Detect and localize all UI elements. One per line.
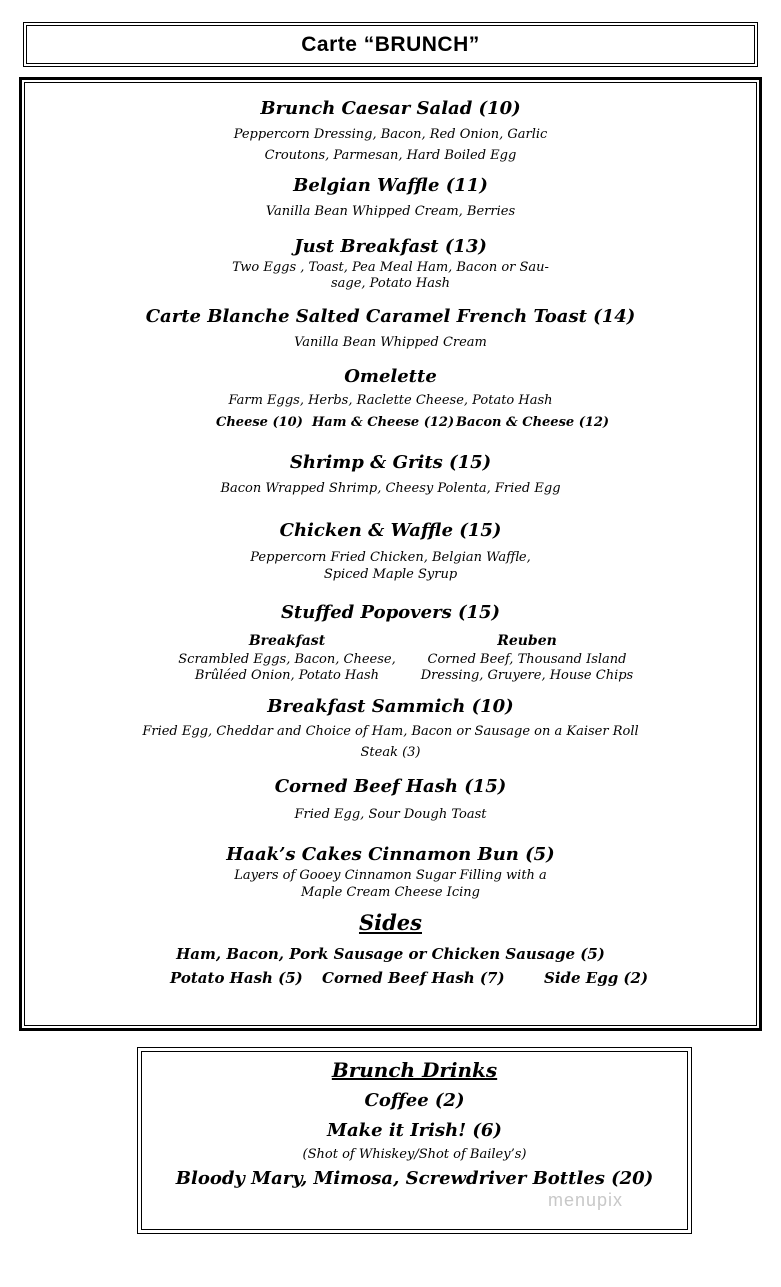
item-french-toast-name: Carte Blanche Salted Caramel French Toast (14) — [145, 306, 636, 327]
item-waffle-name: Belgian Waffle (11) — [293, 175, 488, 196]
popover-breakfast-desc: Scrambled Eggs, Bacon, Cheese, — [178, 652, 396, 667]
brunch-menu-box — [19, 77, 762, 1031]
drink-cocktails: Bloody Mary, Mimosa, Screwdriver Bottles (20) — [175, 1168, 654, 1189]
item-waffle-desc: Vanilla Bean Whipped Cream, Berries — [265, 204, 516, 219]
item-bun-desc: Layers of Gooey Cinnamon Sugar Filling with a — [234, 868, 547, 883]
item-caesar-name: Brunch Caesar Salad (10) — [260, 98, 521, 119]
item-hash-desc: Fried Egg, Sour Dough Toast — [294, 807, 487, 822]
popover-breakfast-desc: Brûléed Onion, Potato Hash — [194, 668, 380, 683]
item-chicken-desc: Peppercorn Fried Chicken, Belgian Waffle, — [250, 550, 531, 565]
menu-title: Carte “BRUNCH” — [301, 32, 480, 56]
side-item: Side Egg (2) — [544, 969, 649, 987]
item-french-toast-desc: Vanilla Bean Whipped Cream — [294, 335, 487, 350]
item-chicken-desc: Spiced Maple Syrup — [323, 567, 458, 582]
popover-reuben-desc: Corned Beef, Thousand Island — [427, 652, 627, 667]
item-breakfast-desc: sage, Potato Hash — [330, 276, 451, 291]
side-item: Potato Hash (5) — [170, 969, 303, 987]
item-breakfast-desc: Two Eggs , Toast, Pea Meal Ham, Bacon or Sau- — [232, 260, 549, 275]
item-chicken-name: Chicken & Waffle (15) — [279, 520, 502, 541]
item-omelette-name: Omelette — [344, 366, 437, 387]
omelette-option: Cheese (10) — [216, 415, 303, 430]
omelette-option: Bacon & Cheese (12) — [456, 415, 610, 430]
item-sammich-name: Breakfast Sammich (10) — [267, 696, 514, 717]
item-caesar-desc: Peppercorn Dressing, Bacon, Red Onion, Garlic — [233, 127, 548, 142]
item-popovers-name: Stuffed Popovers (15) — [280, 602, 501, 623]
popover-reuben-desc: Dressing, Gruyere, House Chips — [420, 668, 634, 683]
side-item: Corned Beef Hash (7) — [322, 969, 505, 987]
item-shrimp-desc: Bacon Wrapped Shrimp, Cheesy Polenta, Fried Egg — [220, 481, 561, 496]
drink-coffee: Coffee (2) — [364, 1090, 465, 1111]
item-bun-desc: Maple Cream Cheese Icing — [301, 885, 480, 900]
watermark: menupix — [548, 1190, 624, 1210]
item-omelette-desc: Farm Eggs, Herbs, Raclette Cheese, Potato Hash — [228, 393, 553, 408]
popover-reuben-title: Reuben — [497, 633, 557, 649]
drink-irish: Make it Irish! (6) — [327, 1120, 502, 1141]
item-caesar-desc: Croutons, Parmesan, Hard Boiled Egg — [264, 148, 517, 163]
item-sammich-desc: Steak (3) — [360, 745, 421, 760]
drinks-title: Brunch Drinks — [331, 1058, 498, 1082]
item-breakfast-name: Just Breakfast (13) — [294, 236, 487, 257]
omelette-option: Ham & Cheese (12) — [312, 415, 455, 430]
popover-breakfast-title: Breakfast — [248, 633, 326, 649]
item-bun-name: Haak’s Cakes Cinnamon Bun (5) — [226, 844, 555, 865]
item-sammich-desc: Fried Egg, Cheddar and Choice of Ham, Bacon or Sausage on a Kaiser Roll — [142, 724, 639, 739]
item-hash-name: Corned Beef Hash (15) — [274, 776, 507, 797]
item-shrimp-name: Shrimp & Grits (15) — [289, 452, 492, 473]
sides-line: Ham, Bacon, Pork Sausage or Chicken Sausage (5) — [176, 945, 605, 963]
drink-irish-note: (Shot of Whiskey/Shot of Bailey’s) — [302, 1147, 527, 1162]
menu-title-box — [23, 22, 758, 67]
sides-title: Sides — [358, 910, 422, 935]
